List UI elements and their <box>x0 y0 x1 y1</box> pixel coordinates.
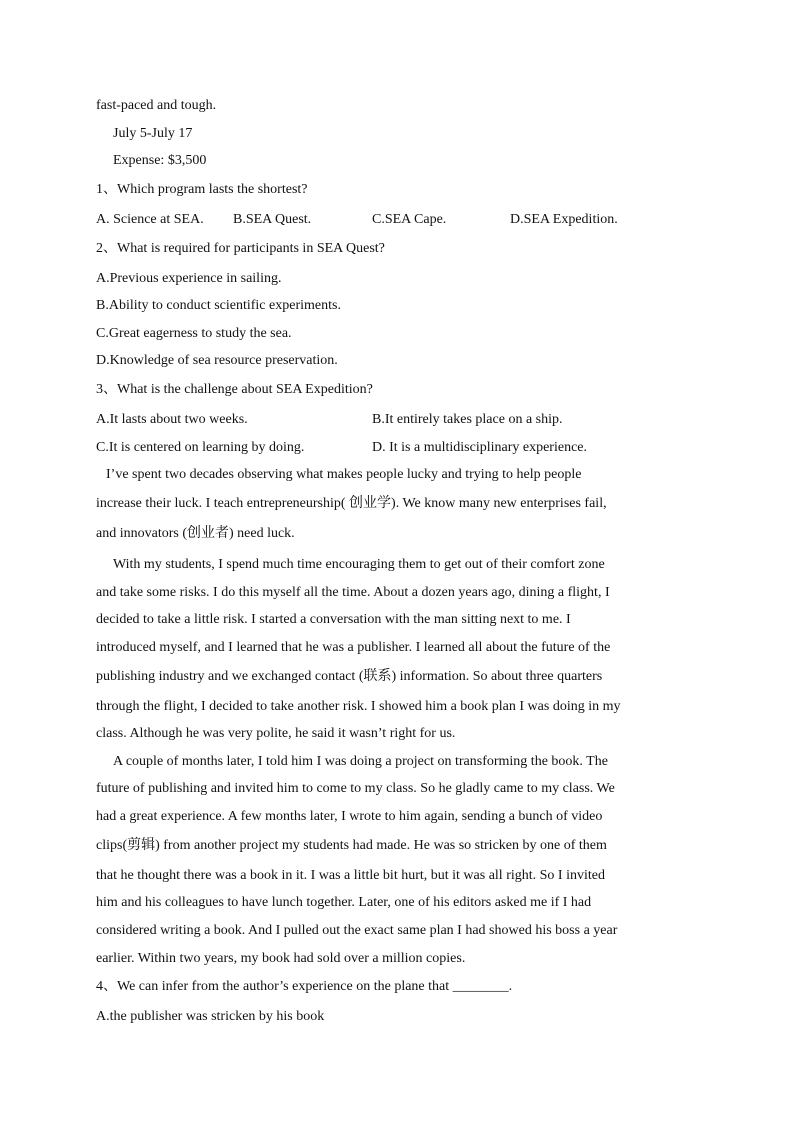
q4-option-a: A.the publisher was stricken by his book <box>96 1009 325 1024</box>
q2-option-a: A.Previous experience in sailing. <box>96 271 282 286</box>
passage-line: increase their luck. I teach entrepreneurship( 创业学). We know many new enterprises fail, <box>96 496 607 511</box>
q2-option-b: B.Ability to conduct scientific experiments. <box>96 298 341 313</box>
program-dates: July 5-July 17 <box>113 126 193 141</box>
passage-line: I’ve spent two decades observing what makes people lucky and trying to help people <box>106 467 582 482</box>
question-3-stem: 3、What is the challenge about SEA Expedition? <box>96 382 373 397</box>
passage-line: had a great experience. A few months later, I wrote to him again, sending a bunch of video <box>96 809 603 824</box>
q2-option-d: D.Knowledge of sea resource preservation. <box>96 353 338 368</box>
program-expense: Expense: $3,500 <box>113 153 207 168</box>
q1-option-c: C.SEA Cape. <box>372 212 447 227</box>
q3-option-b: B.It entirely takes place on a ship. <box>372 412 563 427</box>
passage-line: With my students, I spend much time encouraging them to get out of their comfort zone <box>113 557 605 572</box>
passage-line: him and his colleagues to have lunch together. Later, one of his editors asked me if I had <box>96 895 592 910</box>
passage-line: considered writing a book. And I pulled out the exact same plan I had showed his boss a year <box>96 923 618 938</box>
passage-line: and take some risks. I do this myself all the time. About a dozen years ago, dining a flight, I <box>96 585 610 600</box>
passage-line: that he thought there was a book in it. I was a little bit hurt, but it was all right. So I invited <box>96 868 605 883</box>
q3-option-c: C.It is centered on learning by doing. <box>96 440 305 455</box>
question-4-stem: 4、We can infer from the author’s experience on the plane that ________. <box>96 979 513 994</box>
passage-line: publishing industry and we exchanged contact (联系) information. So about three quarters <box>96 669 603 684</box>
passage-line: clips(剪辑) from another project my students had made. He was so stricken by one of them <box>96 838 607 853</box>
passage-line: future of publishing and invited him to come to my class. So he gladly came to my class. We <box>96 781 615 796</box>
passage-line: and innovators (创业者) need luck. <box>96 526 295 541</box>
q1-option-a: A. Science at SEA. <box>96 212 204 227</box>
q1-option-d: D.SEA Expedition. <box>510 212 618 227</box>
passage-line: class. Although he was very polite, he said it wasn’t right for us. <box>96 726 456 741</box>
passage-line: introduced myself, and I learned that he was a publisher. I learned all about the future of the <box>96 640 611 655</box>
q3-option-a: A.It lasts about two weeks. <box>96 412 248 427</box>
q2-option-c: C.Great eagerness to study the sea. <box>96 326 292 341</box>
question-1-stem: 1、Which program lasts the shortest? <box>96 182 308 197</box>
q3-option-d: D. It is a multidisciplinary experience. <box>372 440 587 455</box>
q1-option-b: B.SEA Quest. <box>233 212 312 227</box>
passage-line: earlier. Within two years, my book had sold over a million copies. <box>96 951 466 966</box>
passage-line: through the flight, I decided to take another risk. I showed him a book plan I was doing in my <box>96 699 621 714</box>
passage-line: A couple of months later, I told him I was doing a project on transforming the book. The <box>113 754 608 769</box>
passage-line: decided to take a little risk. I started a conversation with the man sitting next to me. I <box>96 612 571 627</box>
question-2-stem: 2、What is required for participants in SEA Quest? <box>96 241 385 256</box>
intro-tail: fast-paced and tough. <box>96 98 217 113</box>
